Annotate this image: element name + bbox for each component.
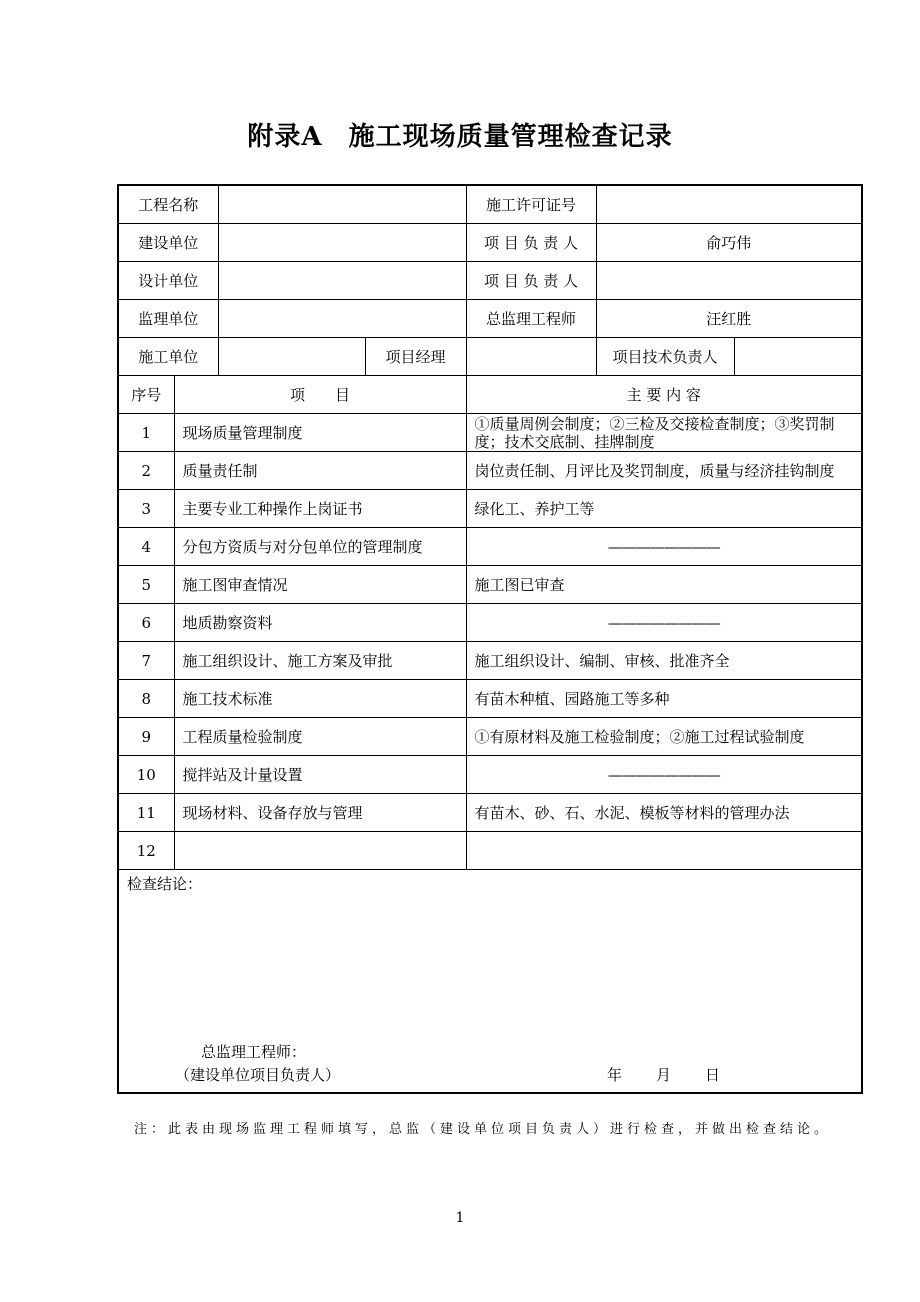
cell-no: 2 [118,452,174,490]
header-content: 主 要 内 容 [466,376,862,414]
label-supervision-unit: 监理单位 [118,300,218,338]
cell-item: 搅拌站及计量设置 [174,756,466,794]
cell-no: 7 [118,642,174,680]
label-project-leader: 项 目 负 责 人 [466,224,596,262]
table-row [118,528,862,566]
label-design-leader: 项 目 负 责 人 [466,262,596,300]
label-project-name: 工程名称 [118,185,218,224]
table-row [118,452,862,490]
cell-no: 10 [118,756,174,794]
cell-no: 4 [118,528,174,566]
cell-content[interactable]: ———————— [466,604,862,642]
cell-item: 现场材料、设备存放与管理 [174,794,466,832]
label-tech-leader: 项目技术负责人 [596,338,734,376]
cell-item: 现场质量管理制度 [174,414,466,452]
cell-item: 主要专业工种操作上岗证书 [174,490,466,528]
cell-content[interactable]: 有苗木种植、园路施工等多种 [466,680,862,718]
row-owner-unit [118,224,862,262]
field-supervision-unit[interactable] [218,300,466,338]
cell-item: 工程质量检验制度 [174,718,466,756]
field-owner-unit[interactable] [218,224,466,262]
cell-no: 8 [118,680,174,718]
table-row [118,794,862,832]
field-project-name[interactable] [218,185,466,224]
page-title [0,116,920,153]
sign-date [607,1066,720,1084]
field-chief-supervisor[interactable]: 汪红胜 [596,300,862,338]
cell-item[interactable] [174,832,466,870]
field-design-leader[interactable] [596,262,862,300]
cell-item: 施工图审查情况 [174,566,466,604]
cell-content[interactable]: 施工组织设计、编制、审核、批准齐全 [466,642,862,680]
header-seq: 序号 [118,376,174,414]
table-row [118,832,862,870]
table-row [118,718,862,756]
cell-content[interactable]: 有苗木、砂、石、水泥、模板等材料的管理办法 [466,794,862,832]
field-construction-unit[interactable] [218,338,365,376]
quality-check-form [117,184,863,1094]
cell-item: 分包方资质与对分包单位的管理制度 [174,528,466,566]
label-owner-unit: 建设单位 [118,224,218,262]
table-row [118,414,862,452]
cell-no: 11 [118,794,174,832]
label-project-manager: 项目经理 [365,338,466,376]
field-permit-no[interactable] [596,185,862,224]
cell-content[interactable]: ①有原材料及施工检验制度；②施工过程试验制度 [466,718,862,756]
cell-no: 3 [118,490,174,528]
header-item: 项 目 [174,376,466,414]
field-design-unit[interactable] [218,262,466,300]
field-project-manager[interactable] [466,338,596,376]
table-row [118,756,862,794]
owner-leader-signature-label: （建设单位项目负责人） [175,1066,341,1084]
cell-content[interactable]: 施工图已审查 [466,566,862,604]
cell-content[interactable]: 岗位责任制、月评比及奖罚制度，质量与经济挂钩制度 [466,452,862,490]
table-row [118,490,862,528]
cell-no: 5 [118,566,174,604]
table-row [118,642,862,680]
cell-no: 6 [118,604,174,642]
label-construction-unit: 施工单位 [118,338,218,376]
cell-item: 地质勘察资料 [174,604,466,642]
cell-content[interactable] [466,832,862,870]
date-year: 年 [607,1066,623,1084]
conclusion-label: 检查结论： [127,875,203,893]
table-row [118,604,862,642]
field-tech-leader[interactable] [734,338,862,376]
title-appendix: 附录A [247,122,323,152]
table-row [118,680,862,718]
footnote: 注：此表由现场监理工程师填写，总监（建设单位项目负责人）进行检查，并做出检查结论。 [134,1122,832,1137]
row-conclusion [118,870,862,1094]
cell-content[interactable]: ①质量周例会制度；②三检及交接检查制度；③奖罚制度；技术交底制、挂牌制度 [466,414,862,452]
cell-no: 1 [118,414,174,452]
label-permit-no: 施工许可证号 [466,185,596,224]
field-project-leader[interactable]: 俞巧伟 [596,224,862,262]
cell-item: 施工组织设计、施工方案及审批 [174,642,466,680]
cell-content[interactable]: ———————— [466,528,862,566]
page-number: 1 [455,1210,465,1226]
cell-content[interactable]: 绿化工、养护工等 [466,490,862,528]
chief-supervisor-signature-label: 总监理工程师： [201,1043,307,1061]
cell-item: 质量责任制 [174,452,466,490]
cell-item: 施工技术标准 [174,680,466,718]
row-design-unit [118,262,862,300]
row-project-name [118,185,862,224]
conclusion-area[interactable] [118,870,862,1094]
row-supervision-unit [118,300,862,338]
table-row [118,566,862,604]
title-main: 施工现场质量管理检查记录 [348,122,673,152]
cell-content[interactable]: ———————— [466,756,862,794]
cell-no: 12 [118,832,174,870]
label-chief-supervisor: 总监理工程师 [466,300,596,338]
cell-no: 9 [118,718,174,756]
date-month: 月 [656,1066,672,1084]
label-design-unit: 设计单位 [118,262,218,300]
date-day: 日 [705,1066,721,1084]
row-construction-unit [118,338,862,376]
row-column-headers [118,376,862,414]
